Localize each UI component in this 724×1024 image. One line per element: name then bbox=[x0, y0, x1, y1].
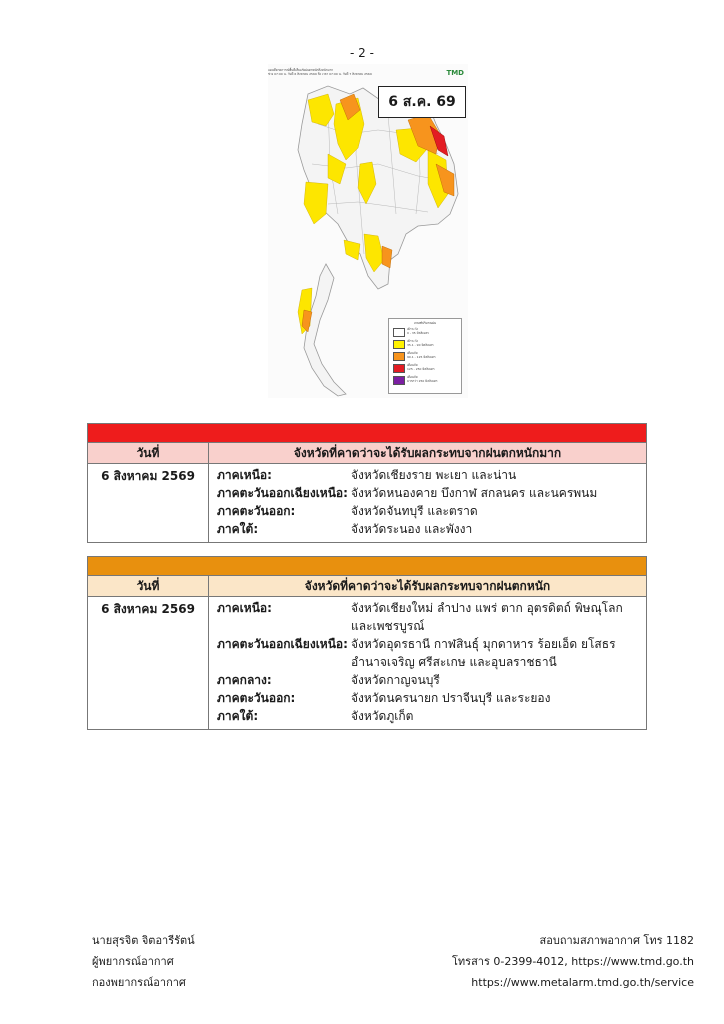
region-name bbox=[217, 653, 351, 671]
col-provinces-header: จังหวัดที่คาดว่าจะได้รับผลกระทบจากฝนตกหนัก bbox=[209, 576, 647, 597]
map-legend bbox=[388, 318, 462, 394]
legend-swatch bbox=[393, 376, 405, 385]
region-name: ภาคตะวันออกเฉียงเหนือ: bbox=[217, 637, 348, 651]
region-provinces: และเพชรบูรณ์ bbox=[351, 619, 425, 633]
region-provinces: จังหวัดเชียงใหม่ ลำปาง แพร่ ตาก อุตรดิตถ์ พิษณุโลก bbox=[351, 601, 623, 615]
contact-service-link[interactable]: https://www.metalarm.tmd.go.th/service bbox=[471, 976, 694, 989]
region-provinces: จังหวัดนครนายก ปราจีนบุรี และระยอง bbox=[351, 691, 551, 705]
region-provinces: จังหวัดจันทบุรี และตราด bbox=[351, 504, 478, 518]
tmd-logo: TMD bbox=[446, 69, 464, 77]
col-provinces-header: จังหวัดที่คาดว่าจะได้รับผลกระทบจากฝนตกหนักมาก bbox=[209, 443, 647, 464]
region-name: ภาคตะวันออกเฉียงเหนือ: bbox=[217, 486, 348, 500]
legend-item bbox=[389, 374, 461, 386]
date-cell: 6 สิงหาคม 2569 bbox=[88, 464, 209, 543]
region-name: ภาคตะวันออก: bbox=[217, 504, 296, 518]
region-provinces: จังหวัดระนอง และพังงา bbox=[351, 522, 473, 536]
region-name: ภาคใต้: bbox=[217, 709, 259, 723]
legend-swatch bbox=[393, 328, 405, 337]
legend-swatch bbox=[393, 340, 405, 349]
region-line bbox=[217, 520, 646, 538]
heavy-rain-table bbox=[87, 556, 647, 730]
footer-contact bbox=[452, 930, 694, 993]
legend-swatch bbox=[393, 364, 405, 373]
region-line bbox=[217, 484, 646, 502]
date-cell: 6 สิงหาคม 2569 bbox=[88, 597, 209, 730]
region-name: ภาคกลาง: bbox=[217, 673, 272, 687]
table-header-row bbox=[88, 443, 647, 464]
region-line bbox=[217, 617, 646, 635]
table-header-row bbox=[88, 576, 647, 597]
legend-item bbox=[389, 338, 461, 350]
region-line bbox=[217, 466, 646, 484]
region-name bbox=[217, 617, 351, 635]
region-name: ภาคเหนือ: bbox=[217, 601, 272, 615]
region-provinces: จังหวัดหนองคาย บึงกาฬ สกลนคร และนครพนม bbox=[351, 486, 598, 500]
region-line bbox=[217, 599, 646, 617]
region-name: ภาคตะวันออก: bbox=[217, 691, 296, 705]
regions-cell bbox=[209, 464, 647, 543]
region-line bbox=[217, 707, 646, 725]
forecast-division: กองพยากรณ์อากาศ bbox=[92, 976, 186, 989]
col-date-header: วันที่ bbox=[88, 576, 209, 597]
legend-label: เตือนภัย 125 - 250 มิลลิเมตร bbox=[407, 363, 435, 371]
map-header-period: ช่วง 07:00 น. วันที่ 6 สิงหาคม 2569 ถึง เวลา 07:00 น. วันที่ 7 สิงหาคม 2569 bbox=[268, 72, 372, 76]
very-heavy-rain-color-bar bbox=[88, 424, 647, 443]
footer-signature bbox=[92, 930, 195, 993]
legend-item bbox=[389, 350, 461, 362]
legend-title: เกณฑ์ปริมาณฝน bbox=[414, 321, 436, 325]
map-header-title: แผนที่คาดการณ์พื้นที่เสี่ยงภัยฝนตกหนักถึงหนักมาก bbox=[268, 68, 334, 72]
region-provinces: จังหวัดกาญจนบุรี bbox=[351, 673, 440, 687]
legend-label: เฝ้าระวัง 0 - 35 มิลลิเมตร bbox=[407, 327, 429, 335]
legend-label: เตือนภัย มากกว่า 250 มิลลิเมตร bbox=[407, 375, 438, 383]
region-line bbox=[217, 689, 646, 707]
region-provinces: จังหวัดอุดรธานี กาฬสินธุ์ มุกดาหาร ร้อยเอ็ด ยโสธร bbox=[351, 637, 616, 651]
legend-swatch bbox=[393, 352, 405, 361]
region-provinces: อำนาจเจริญ ศรีสะเกษ และอุบลราชธานี bbox=[351, 655, 557, 669]
legend-label: เตือนภัย 90.1 - 125 มิลลิเมตร bbox=[407, 351, 436, 359]
region-name: ภาคเหนือ: bbox=[217, 468, 272, 482]
region-line bbox=[217, 635, 646, 653]
table-row bbox=[88, 597, 647, 730]
regions-cell bbox=[209, 597, 647, 730]
col-date-header: วันที่ bbox=[88, 443, 209, 464]
page-number: - 2 - bbox=[350, 46, 374, 60]
region-line bbox=[217, 502, 646, 520]
region-provinces: จังหวัดเชียงราย พะเยา และน่าน bbox=[351, 468, 517, 482]
legend-item bbox=[389, 326, 461, 338]
forecaster-name: นายสุรจิต จิตอารีรัตน์ bbox=[92, 934, 195, 947]
heavy-rain-color-bar bbox=[88, 557, 647, 576]
legend-label: เฝ้าระวัง 35.1 - 90 มิลลิเมตร bbox=[407, 339, 434, 347]
very-heavy-rain-table bbox=[87, 423, 647, 543]
map-date-label: 6 ส.ค. 69 bbox=[378, 86, 466, 118]
region-provinces: จังหวัดภูเก็ต bbox=[351, 709, 414, 723]
region-line bbox=[217, 671, 646, 689]
legend-item bbox=[389, 362, 461, 374]
region-name: ภาคใต้: bbox=[217, 522, 259, 536]
forecaster-title: ผู้พยากรณ์อากาศ bbox=[92, 955, 174, 968]
region-line bbox=[217, 653, 646, 671]
table-row bbox=[88, 464, 647, 543]
contact-phone: สอบถามสภาพอากาศ โทร 1182 bbox=[539, 934, 694, 947]
contact-fax-website[interactable]: โทรสาร 0-2399-4012, https://www.tmd.go.th bbox=[452, 955, 694, 968]
